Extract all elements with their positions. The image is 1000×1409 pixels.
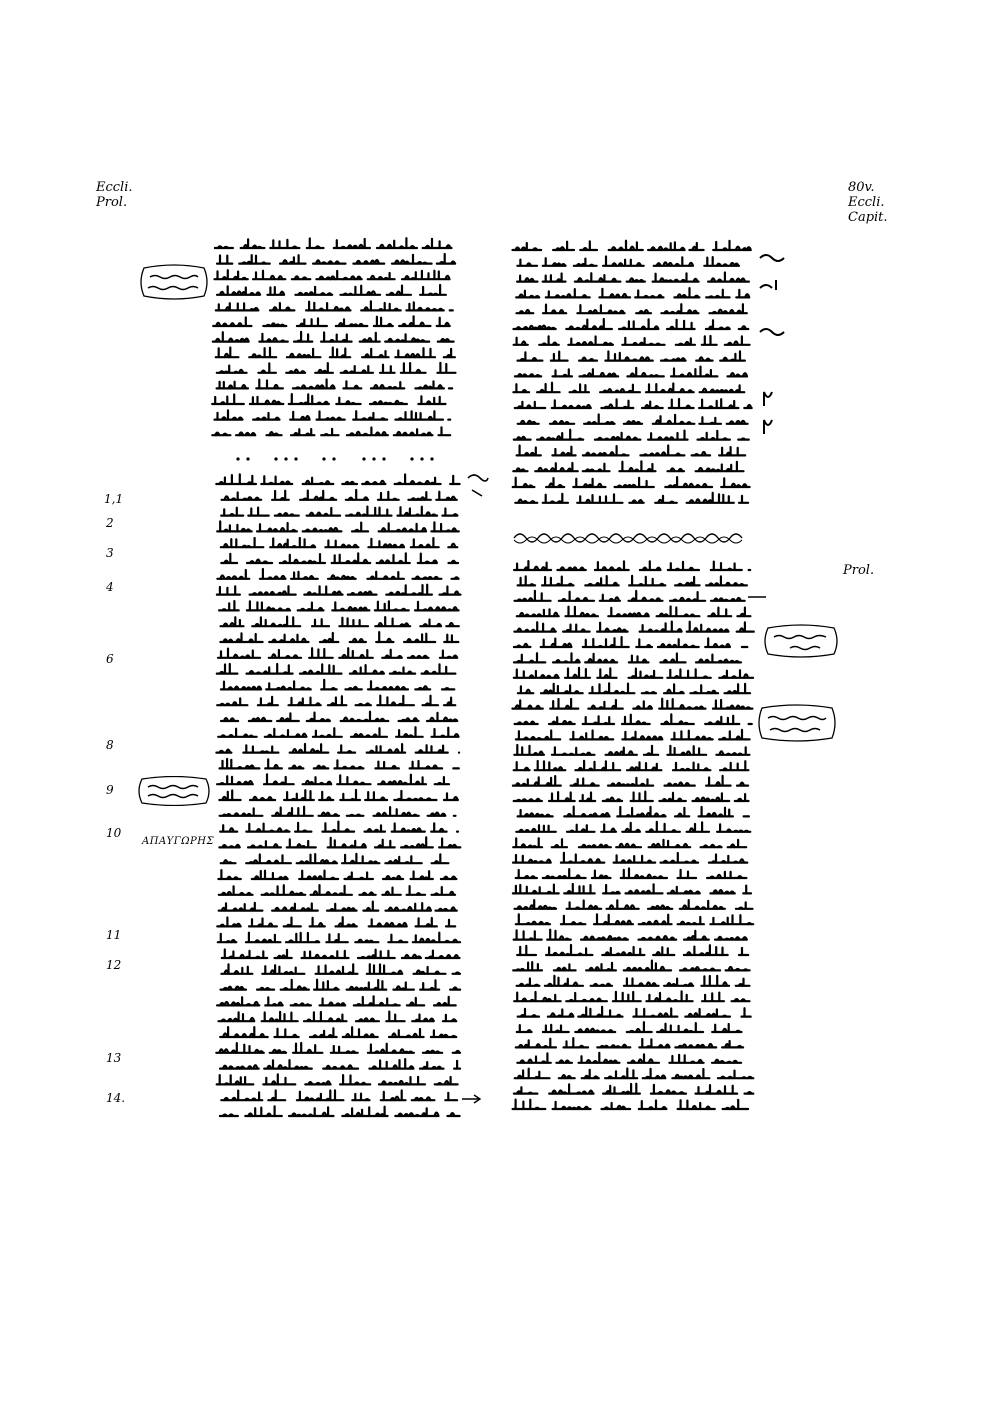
script-line: [514, 561, 750, 570]
script-line: [220, 1027, 456, 1037]
verse-number: 1,1: [104, 492, 124, 506]
script-line: [219, 902, 457, 911]
script-line: [217, 363, 456, 373]
script-line: [220, 822, 458, 832]
verse-number: 6: [106, 652, 114, 666]
section-mark: [466, 470, 490, 500]
script-line: [518, 351, 745, 360]
script-line: [220, 1059, 460, 1069]
script-line: [215, 270, 450, 279]
script-line: [518, 683, 750, 693]
script-line: [218, 870, 456, 879]
script-line: [219, 601, 459, 610]
header-left-line: Prol.: [96, 195, 128, 210]
script-line: [213, 332, 454, 342]
script-line: [218, 933, 460, 943]
script-line: [217, 380, 453, 389]
greek-gloss: ΑΠΑΥΓΩΡΗΣ: [142, 836, 215, 847]
script-line: [215, 410, 451, 419]
script-line: [513, 1100, 749, 1109]
script-line: [219, 790, 458, 800]
marginal-note-callout: [756, 704, 838, 742]
script-line: [221, 507, 457, 516]
script-line: [518, 576, 747, 586]
script-line: [513, 961, 749, 971]
script-line: [516, 914, 753, 924]
script-line: [221, 712, 457, 721]
script-line: [219, 837, 460, 847]
script-line: [219, 885, 455, 895]
script-line: [513, 383, 744, 393]
script-line: [516, 869, 747, 879]
script-line: [515, 714, 752, 724]
verse-number: 8: [106, 738, 114, 752]
script-line: [512, 699, 752, 709]
script-line: [517, 1053, 741, 1063]
header-right-line: Capit.: [848, 210, 888, 225]
script-line: [213, 316, 450, 326]
script-line: [217, 664, 456, 674]
script-line: [517, 976, 750, 986]
right-column-block-2: [510, 558, 760, 1128]
script-line: [514, 991, 749, 1001]
script-line: [514, 622, 753, 632]
script-line: [514, 1084, 753, 1094]
script-line: [217, 254, 455, 264]
script-line: [517, 304, 747, 313]
marginal-note-callout: [762, 624, 840, 658]
script-line: [217, 774, 449, 784]
script-line: [221, 980, 461, 990]
script-line: [517, 273, 749, 282]
script-line: [518, 807, 749, 817]
ornamental-divider: [510, 528, 750, 548]
script-line: [219, 1012, 457, 1022]
script-line: [518, 1007, 751, 1017]
script-line: [220, 807, 456, 816]
script-line: [217, 569, 458, 579]
script-line: [513, 461, 743, 471]
script-line: [216, 348, 455, 358]
script-line: [516, 288, 749, 297]
verse-number: 12: [106, 958, 122, 972]
script-line: [514, 336, 750, 345]
script-line: [513, 838, 746, 847]
script-line: [513, 884, 751, 893]
right-column-block-1: [510, 238, 756, 518]
header-right: [848, 180, 888, 225]
script-line: [518, 415, 748, 424]
script-line: [216, 744, 459, 753]
verse-number: 2: [106, 516, 114, 530]
script-line: [514, 792, 749, 801]
header-left: [96, 180, 133, 210]
header-left-line: Eccli.: [96, 180, 133, 195]
verse-number: 11: [106, 928, 122, 942]
script-line: [516, 822, 750, 832]
left-column-block-2: [214, 472, 468, 1132]
script-line: [216, 301, 453, 310]
script-line: [514, 745, 749, 755]
script-line: [217, 1074, 458, 1084]
script-line: [220, 759, 459, 768]
script-line: [221, 553, 458, 563]
verse-number: 4: [106, 580, 114, 594]
script-line: [513, 241, 751, 250]
script-line: [221, 617, 459, 627]
script-line: [515, 591, 745, 601]
script-line: [517, 257, 739, 266]
script-line: [212, 394, 445, 404]
script-line: [514, 761, 749, 770]
script-line: [221, 964, 460, 974]
script-line: [517, 945, 748, 955]
script-line: [514, 430, 749, 440]
script-line: [217, 917, 455, 926]
script-line: [514, 930, 747, 940]
verse-number: 3: [106, 546, 114, 560]
verse-number: 13: [106, 1051, 122, 1065]
script-line: [220, 1106, 460, 1116]
script-line: [517, 1022, 742, 1032]
verse-number: 9: [106, 783, 114, 797]
script-line: [514, 637, 747, 647]
header-right-line: 80v.: [848, 180, 875, 195]
section-separator: [228, 452, 448, 466]
script-line: [515, 367, 747, 377]
script-line: [217, 585, 461, 595]
script-line: [514, 653, 741, 662]
script-line: [516, 730, 750, 740]
script-line: [517, 446, 746, 456]
script-line: [217, 996, 456, 1005]
script-line: [216, 1043, 460, 1053]
script-line: [516, 1038, 743, 1047]
marginal-note-callout: [136, 776, 212, 806]
script-line: [515, 399, 752, 408]
script-line: [514, 319, 749, 329]
script-line: [513, 776, 748, 786]
script-line: [220, 632, 458, 642]
verse-number: 14.: [106, 1091, 126, 1105]
script-line: [513, 853, 747, 863]
script-line: [222, 490, 457, 500]
right-margin-note: Prol.: [843, 563, 875, 578]
marginal-note-callout: [138, 264, 210, 300]
script-line: [513, 477, 750, 487]
script-line: [221, 538, 457, 547]
right-verse-marks: [756, 246, 792, 446]
script-line: [515, 493, 748, 503]
script-line: [215, 238, 452, 248]
script-line: [517, 607, 751, 617]
script-line: [217, 285, 446, 295]
script-line: [221, 854, 449, 863]
header-right-line: Eccli.: [848, 195, 885, 210]
script-line: [217, 521, 459, 531]
verse-number: 10: [106, 826, 122, 840]
script-line: [217, 696, 455, 706]
script-line: [216, 474, 459, 484]
script-line: [212, 427, 450, 435]
script-line: [218, 727, 458, 737]
script-line: [515, 900, 753, 909]
left-column-block-1: [210, 236, 460, 442]
script-line: [218, 648, 457, 658]
script-line: [221, 1090, 457, 1100]
script-line: [514, 668, 753, 678]
script-line: [515, 1069, 754, 1079]
script-line: [222, 950, 460, 959]
script-line: [221, 680, 454, 690]
